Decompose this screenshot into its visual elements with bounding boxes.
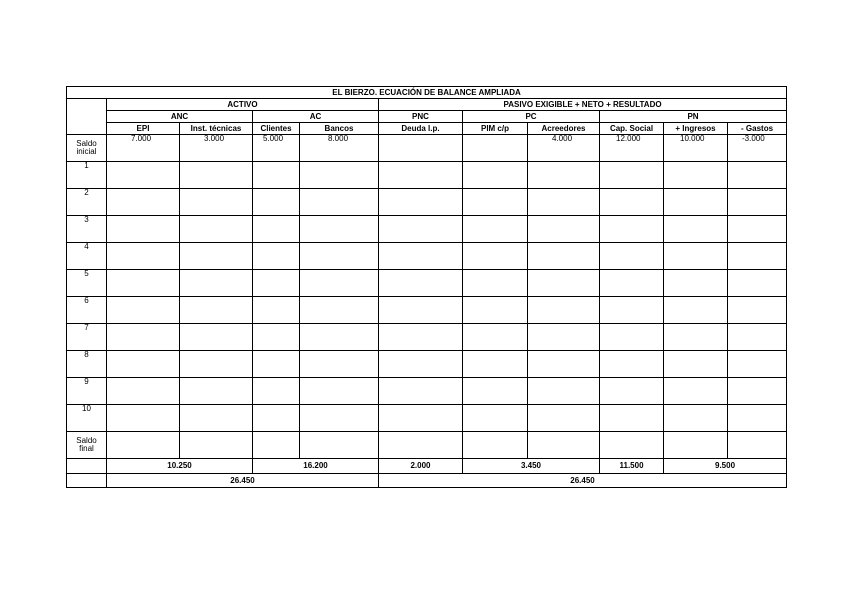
subtotal-pnc: 2.000 [379,459,463,474]
saldo-inicial-label-1: Saldo [76,139,97,148]
saldo-final-label [67,432,107,459]
group-activo: ACTIVO [107,99,379,111]
saldo-final-label-1: Saldo [76,436,97,445]
col-acreedores: Acreedores [528,123,600,135]
subgroup-pc: PC [463,111,600,123]
subgroup-ac: AC [253,111,379,123]
col-clientes: Clientes [253,123,300,135]
row-number: 8 [67,351,107,378]
subtotal-row [67,459,787,474]
saldo-inicial-bancos: 8.000 [300,135,379,162]
row-number: 9 [67,378,107,405]
saldo-inicial-epi: 7.000 [107,135,180,162]
saldo-inicial-deuda [379,135,463,162]
total-activo: 26.450 [107,474,379,488]
saldo-inicial-label-2: inicial [76,147,97,156]
subtotal-resultado: 9.500 [664,459,787,474]
table-title: EL BIERZO. ECUACIÓN DE BALANCE AMPLIADA [67,87,787,99]
saldo-inicial-acreedores: 4.000 [528,135,600,162]
saldo-inicial-gastos: -3.000 [728,135,787,162]
row-number: 10 [67,405,107,432]
row-number: 2 [67,189,107,216]
subtotal-cap: 11.500 [600,459,664,474]
row-number: 3 [67,216,107,243]
saldo-inicial-row [67,135,787,162]
total-pasivo: 26.450 [379,474,787,488]
subgroup-pn: PN [600,111,787,123]
col-pim: PIM c/p [463,123,528,135]
col-deuda: Deuda l.p. [379,123,463,135]
table-row [67,405,787,432]
table-row [67,270,787,297]
col-bancos: Bancos [300,123,379,135]
col-gastos: - Gastos [728,123,787,135]
subtotal-ac: 16.200 [253,459,379,474]
corner-cell [67,99,107,135]
saldo-inicial-label [67,135,107,162]
balance-table [66,86,787,488]
table-row [67,162,787,189]
table-row [67,216,787,243]
saldo-inicial-clientes: 5.000 [253,135,300,162]
subgroup-anc: ANC [107,111,253,123]
saldo-inicial-ingresos: 10.000 [664,135,728,162]
row-number: 1 [67,162,107,189]
table-row [67,297,787,324]
table-row [67,189,787,216]
table-row [67,243,787,270]
table-row [67,351,787,378]
subtotal-anc: 10.250 [107,459,253,474]
total-row [67,474,787,488]
saldo-inicial-inst: 3.000 [180,135,253,162]
saldo-final-label-2: final [79,444,94,453]
saldo-inicial-cap: 12.000 [600,135,664,162]
subtotal-pc: 3.450 [463,459,600,474]
col-epi: EPI [107,123,180,135]
col-cap: Cap. Social [600,123,664,135]
row-number: 7 [67,324,107,351]
saldo-inicial-pim [463,135,528,162]
table-row [67,378,787,405]
row-number: 4 [67,243,107,270]
subgroup-pnc: PNC [379,111,463,123]
col-ingresos: + Ingresos [664,123,728,135]
table-row [67,324,787,351]
group-pasivo: PASIVO EXIGIBLE + NETO + RESULTADO [379,99,787,111]
row-number: 6 [67,297,107,324]
row-number: 5 [67,270,107,297]
saldo-final-row [67,432,787,459]
col-inst: Inst. técnicas [180,123,253,135]
